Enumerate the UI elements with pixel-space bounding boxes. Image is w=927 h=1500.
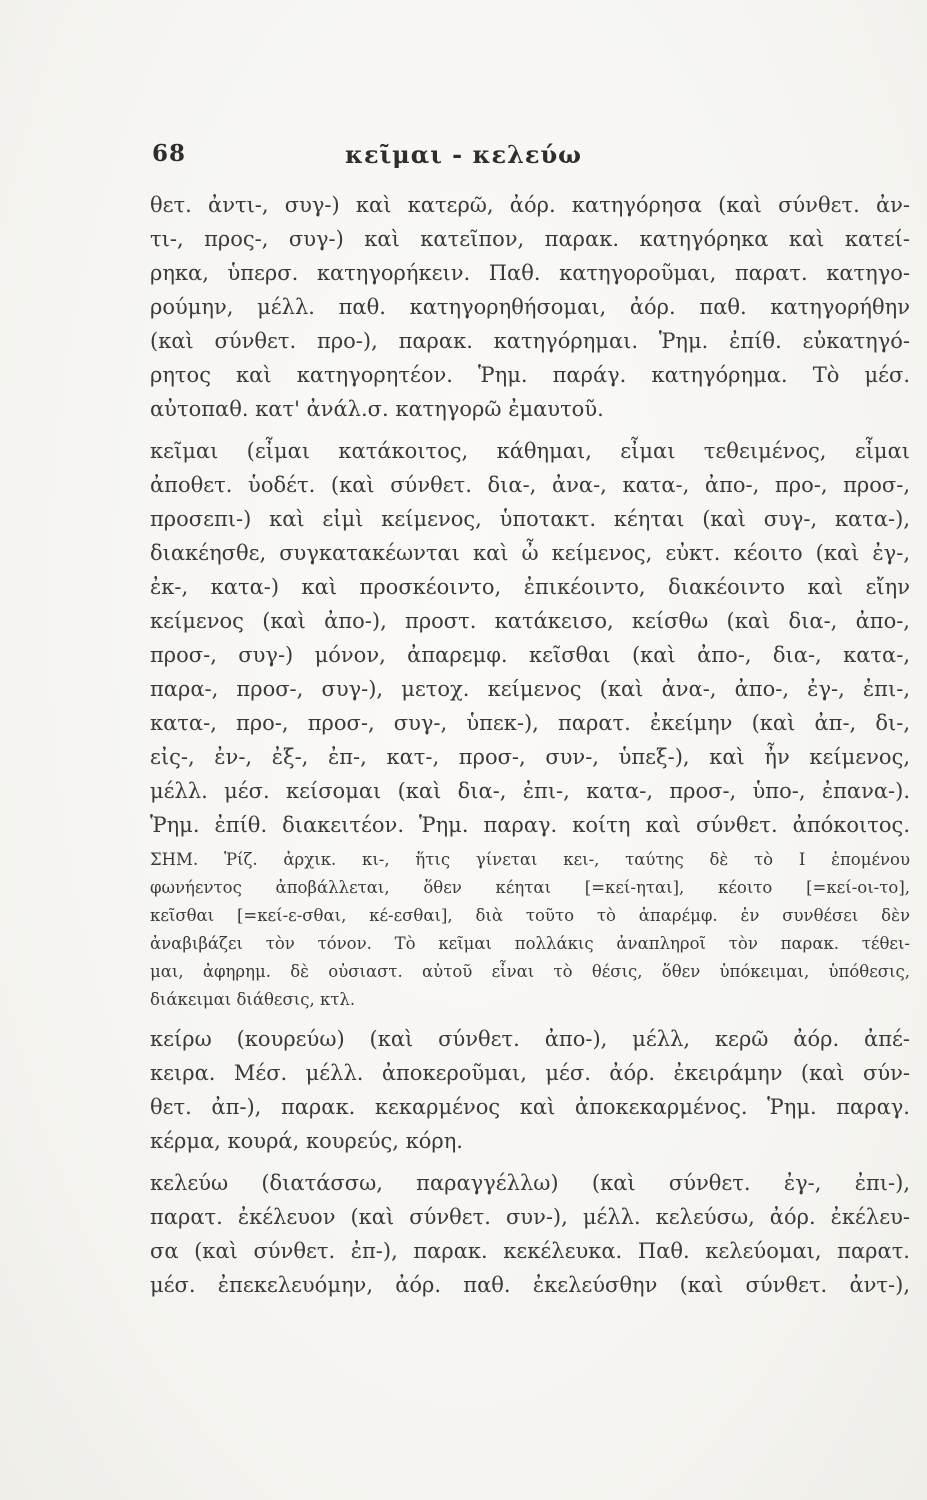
entry-keimai-line: κεῖμαι (εἶμαι κατάκοιτος, κάθημαι, εἶμαι τεθειμένος, εἶμαι bbox=[150, 439, 910, 463]
note-line: διάκειμαι διάθεσις, κτλ. bbox=[150, 990, 356, 1009]
entry-keiro-line: κείρω (κουρεύω) (καὶ σύνθετ. ἀπο-), μέλλ, κερῶ ἀόρ. ἀπέ- bbox=[150, 1027, 910, 1051]
text-line: μέσ. ἐπεκελευόμην, ἀόρ. παθ. ἐκελεύσθην (καὶ σύνθετ. ἀντ-), bbox=[150, 1273, 910, 1297]
running-head bbox=[0, 140, 927, 176]
text-line: αὐτοπαθ. κατ' ἀνάλ.σ. κατηγορῶ ἐμαυτοῦ. bbox=[150, 397, 604, 421]
text-line: ρούμην, μέλλ. παθ. κατηγορηθήσομαι, ἀόρ. παθ. κατηγορήθην bbox=[150, 295, 910, 319]
text-line: Ῥημ. ἐπίθ. διακειτέον. Ῥημ. παραγ. κοίτη καὶ σύνθετ. ἀπόκοιτος. bbox=[150, 813, 910, 837]
text-line: θετ. ἀπ-), παρακ. κεκαρμένος καὶ ἀποκεκαρμένος. Ῥημ. παραγ. bbox=[150, 1095, 910, 1119]
text-line: μέλλ. μέσ. κείσομαι (καὶ δια-, ἐπι-, κατα-, προσ-, ὑπο-, ἐπανα-). bbox=[150, 779, 910, 803]
text-line: (καὶ σύνθετ. προ-), παρακ. κατηγόρημαι. Ῥημ. ἐπίθ. εὐκατηγό- bbox=[150, 329, 910, 353]
text-line: τι-, προς-, συγ-) καὶ κατεῖπον, παρακ. κατηγόρηκα καὶ κατεί- bbox=[150, 227, 910, 251]
text-line: κείμενος (καὶ ἀπο-), προστ. κατάκεισο, κείσθω (καὶ δια-, ἀπο-, bbox=[150, 609, 910, 633]
text-line: κατα-, προ-, προσ-, συγ-, ὑπεκ-), παρατ. ἐκείμην (καὶ ἀπ-, δι-, bbox=[150, 711, 910, 735]
entry-keleuo-line: κελεύω (διατάσσω, παραγγέλλω) (καὶ σύνθετ. ἐγ-, ἐπι-), bbox=[150, 1171, 910, 1195]
text-line: προσεπι-) καὶ εἰμὶ κείμενος, ὑποτακτ. κέηται (καὶ συγ-, κατα-), bbox=[150, 507, 910, 531]
text-line: κέρμα, κουρά, κουρεύς, κόρη. bbox=[150, 1129, 463, 1153]
note-line: μαι, ἀφηρημ. δὲ οὐσιαστ. αὐτοῦ εἶναι τὸ θέσις, ὅθεν ὑπόκειμαι, ὑπόθεσις, bbox=[150, 962, 910, 981]
text-line: κειρα. Μέσ. μέλλ. ἀποκεροῦμαι, μέσ. ἀόρ. ἐκειράμην (καὶ σύν- bbox=[150, 1061, 910, 1085]
text-line: ἀποθετ. ὑοδέτ. (καὶ σύνθετ. δια-, ἀνα-, κατα-, ἀπο-, προ-, προσ-, bbox=[150, 473, 910, 497]
text-line: ἐκ-, κατα-) καὶ προσκέοιντο, ἐπικέοιντο, διακέοιντο καὶ εἴην bbox=[150, 575, 910, 599]
text-line: προσ-, συγ-) μόνον, ἀπαρεμφ. κεῖσθαι (καὶ ἀπο-, δια-, κατα-, bbox=[150, 643, 910, 667]
note-line: φωνήεντος ἀποβάλλεται, ὅθεν κέηται [=κεί-ηται], κέοιτο [=κεί-οι-το], bbox=[150, 878, 910, 897]
page-number: 68 bbox=[152, 140, 187, 167]
note-line: ΣΗΜ. Ῥίζ. ἀρχικ. κι-, ἥτις γίνεται κει-, ταύτης δὲ τὸ Ι ἐπομένου bbox=[150, 850, 910, 869]
dictionary-text bbox=[150, 188, 910, 1302]
text-line: ρητος καὶ κατηγορητέον. Ῥημ. παράγ. κατηγόρημα. Τὸ μέσ. bbox=[150, 363, 910, 387]
text-line: σα (καὶ σύνθετ. ἐπ-), παρακ. κεκέλευκα. Παθ. κελεύομαι, παρατ. bbox=[150, 1239, 910, 1263]
note-line: κεῖσθαι [=κεί-ε-σθαι, κέ-εσθαι], διὰ τοῦτο τὸ ἀπαρέμφ. ἐν συνθέσει δὲν bbox=[150, 906, 910, 925]
text-line: εἰς-, ἐν-, ἐξ-, ἐπ-, κατ-, προσ-, συν-, ὑπεξ-), καὶ ἦν κείμενος, bbox=[150, 745, 910, 769]
text-line: διακέησθε, συγκατακέωνται καὶ ὦ κείμενος, εὐκτ. κέοιτο (καὶ ἐγ-, bbox=[150, 541, 910, 565]
text-line: ρηκα, ὑπερσ. κατηγορήκειν. Παθ. κατηγοροῦμαι, παρατ. κατηγο- bbox=[150, 261, 910, 285]
text-line: θετ. ἀντι-, συγ-) καὶ κατερῶ, ἀόρ. κατηγόρησα (καὶ σύνθετ. ἀν- bbox=[150, 193, 910, 217]
text-line: παρατ. ἐκέλευον (καὶ σύνθετ. συν-), μέλλ. κελεύσω, ἀόρ. ἐκέλευ- bbox=[150, 1205, 910, 1229]
text-line: παρα-, προσ-, συγ-), μετοχ. κείμενος (καὶ ἀνα-, ἀπο-, ἐγ-, ἐπι-, bbox=[150, 677, 910, 701]
note-line: ἀναβιβάζει τὸν τόνον. Τὸ κεῖμαι πολλάκις ἀναπληροῖ τὸν παρακ. τέθει- bbox=[150, 934, 910, 953]
running-head-title: κεῖμαι - κελεύω bbox=[344, 140, 582, 169]
